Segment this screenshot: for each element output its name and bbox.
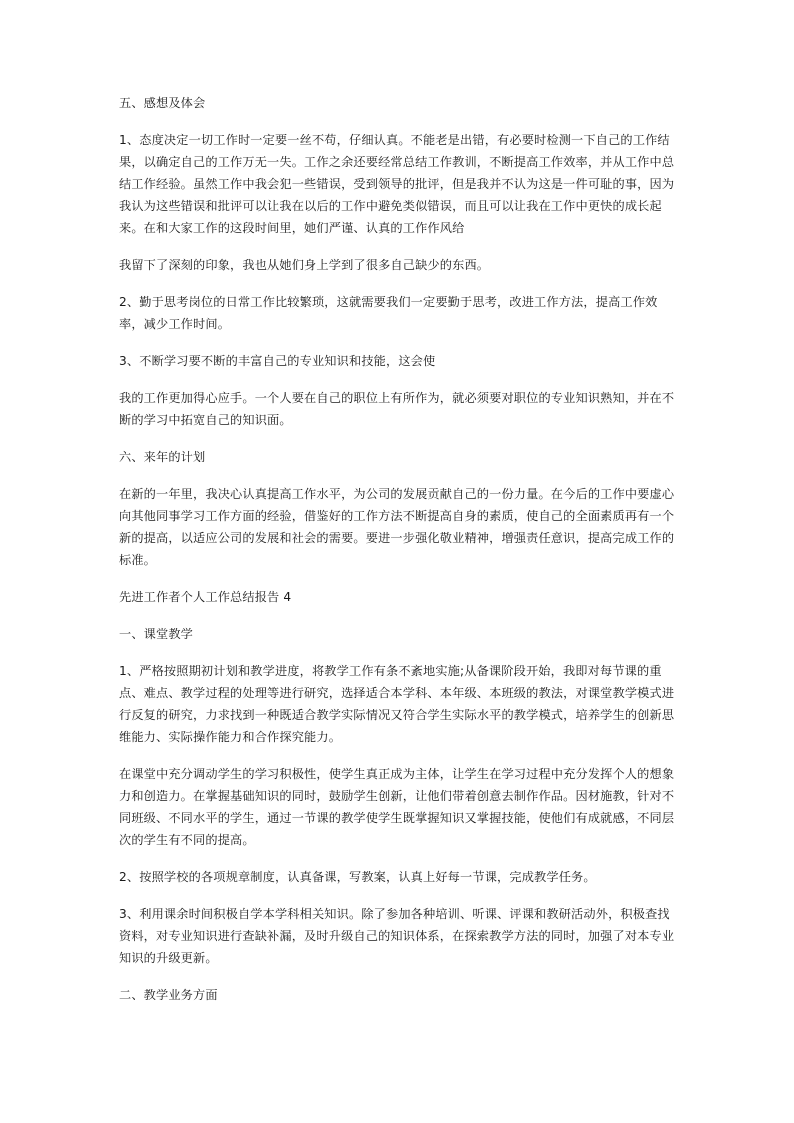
paragraph-self-study: 3、利用课余时间积极自学本学科相关知识。除了参加各种培训、听课、评课和教研活动外，积极查找资料，对专业知识进行查缺补漏，及时升级自己的知识体系，在探索教学方法的同时，加强了对本专业知识的升级更新。 xyxy=(119,907,675,965)
paragraph-learning: 3、不断学习要不断的丰富自己的专业知识和技能，这会使 xyxy=(119,354,436,368)
section-heading-5: 五、感想及体会 xyxy=(119,96,206,110)
section-heading-6: 六、来年的计划 xyxy=(119,450,206,464)
paragraph-school-rules: 2、按照学校的各项规章制度，认真备课，写教案，认真上好每一节课，完成教学任务。 xyxy=(119,870,596,884)
paragraph-work-easier: 我的工作更加得心应手。一个人要在自己的职位上有所作为，就必须要对职位的专业知识熟知，并在不断的学习中拓宽自己的知识面。 xyxy=(119,391,675,427)
paragraph-thinking: 2、勤于思考岗位的日常工作比较繁琐，这就需要我们一定要勤于思考，改进工作方法，提高工作效率，减少工作时间。 xyxy=(119,295,658,331)
report-title-4: 先进工作者个人工作总结报告 4 xyxy=(119,590,292,604)
document-page xyxy=(119,92,679,1006)
section-heading-teaching-business: 二、教学业务方面 xyxy=(119,988,218,1002)
section-heading-classroom: 一、课堂教学 xyxy=(119,627,194,641)
paragraph-teaching-plan: 1、严格按照期初计划和教学进度，将教学工作有条不紊地实施;从备课阶段开始，我即对每节课的重点、难点、教学过程的处理等进行研究，选择适合本学科、本年级、本班级的教法，对课堂教学模式进行反复的研究，力求找到一种既适合教学实际情况又符合学生实际水平的教学模式，培养学生的创新思维能力、实际操作能力和合作探究能力。 xyxy=(119,664,675,744)
paragraph-attitude: 1、态度决定一切工作时一定要一丝不苟，仔细认真。不能老是出错，有必要时检测一下自己的工作结果，以确定自己的工作万无一失。工作之余还要经常总结工作教训，不断提高工作效率，并从工作中总结工作经验。虽然工作中我会犯一些错误，受到领导的批评，但是我并不认为这是一件可耻的事，因为我认为这些错误和批评可以让我在以后的工作中避免类似错误，而且可以让我在工作中更快的成长起来。在和大家工作的这段时间里，她们严谨、认真的工作作风给 xyxy=(119,133,675,235)
paragraph-next-year: 在新的一年里，我决心认真提高工作水平，为公司的发展贡献自己的一份力量。在今后的工作中要虚心向其他同事学习工作方面的经验，借鉴好的工作方法不断提高自身的素质，使自己的全面素质再有一个新的提高，以适应公司的发展和社会的需要。要进一步强化敬业精神，增强责任意识，提高完成工作的标准。 xyxy=(119,487,675,567)
paragraph-impression: 我留下了深刻的印象，我也从她们身上学到了很多自己缺少的东西。 xyxy=(119,258,490,272)
paragraph-classroom-activity: 在课堂中充分调动学生的学习积极性，使学生真正成为主体，让学生在学习过程中充分发挥个人的想象力和创造力。在掌握基础知识的同时，鼓励学生创新，让他们带着创意去制作作品。因材施教，针对不同班级、不同水平的学生，通过一节课的教学使学生既掌握知识又掌握技能，使他们有成就感，不同层次的学生有不同的提高。 xyxy=(119,767,675,847)
